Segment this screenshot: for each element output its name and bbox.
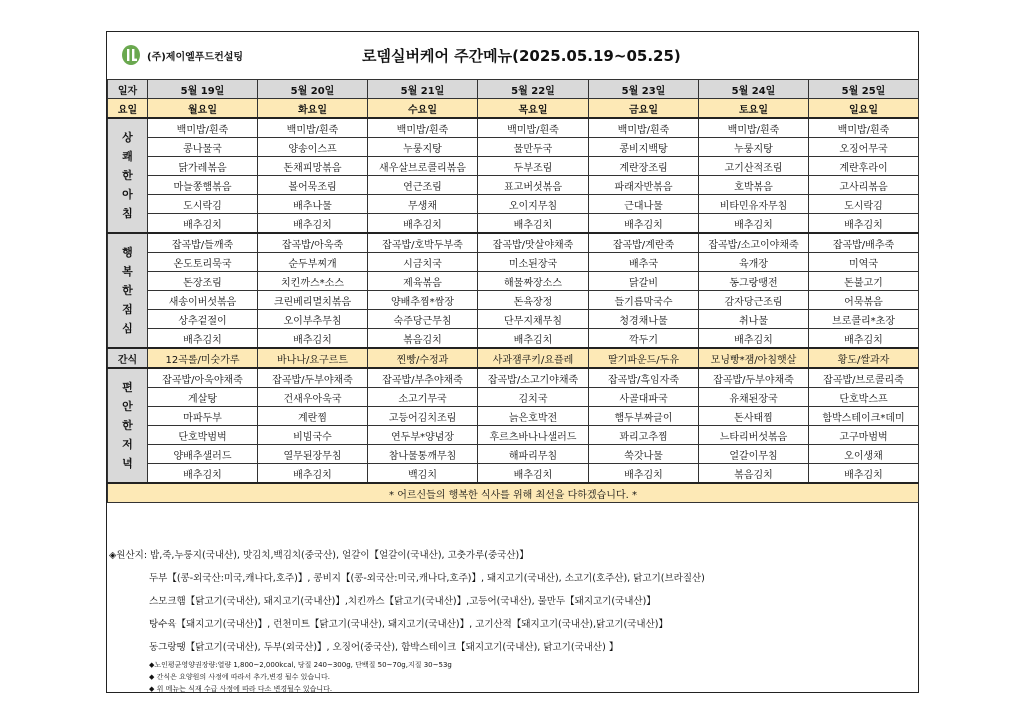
- menu-item: 닭가레볶음: [148, 157, 258, 176]
- notice-text: * 어르신들의 행복한 식사를 위해 최선을 다하겠습니다. *: [108, 483, 919, 503]
- origin-info: [107, 542, 918, 692]
- menu-item: 배추김치: [478, 214, 589, 234]
- menu-row: [108, 407, 919, 426]
- meal-name: 상쾌한아침: [122, 130, 133, 220]
- menu-item: 새우살브로콜리볶음: [368, 157, 478, 176]
- menu-item: 근대나물: [589, 195, 699, 214]
- date-cell: 5월 19일: [148, 80, 258, 99]
- menu-item: 두부조림: [478, 157, 589, 176]
- menu-item: 배추김치: [258, 329, 368, 349]
- menu-item: 계란찜: [258, 407, 368, 426]
- weekday-cell: 목요일: [478, 99, 589, 119]
- menu-item: 배추김치: [589, 214, 699, 234]
- snack-cell: 딸기파운드/두유: [589, 348, 699, 368]
- header: [107, 32, 918, 80]
- menu-row: [108, 233, 919, 253]
- date-cell: 5월 25일: [809, 80, 919, 99]
- weekday-row: [108, 99, 919, 119]
- origin-line: 두부【(콩-외국산:미국,캐나다,호주)】, 콩비지【(콩-외국산:미국,캐나다,호주)】, 돼지고기(국내산), 소고기(호주산), 닭고기(브라질산): [149, 573, 705, 584]
- meal-name: 편안한저녁: [122, 380, 133, 470]
- date-cell: 5월 20일: [258, 80, 368, 99]
- menu-item: 고기산적조림: [699, 157, 809, 176]
- menu-item: 배추김치: [148, 464, 258, 484]
- menu-item: 양배추찜*쌈장: [368, 291, 478, 310]
- date-row: [108, 80, 919, 99]
- menu-table: [107, 79, 919, 503]
- menu-item: 배추김치: [809, 464, 919, 484]
- menu-item: 배추김치: [809, 214, 919, 234]
- origin-line: ◈원산지: 밥,죽,누룽지(국내산), 맛김치,백김치(중국산), 얼갈이【얼갈이(국내산), 고춧가루(중국산)】: [109, 550, 529, 561]
- menu-item: 배추김치: [478, 464, 589, 484]
- menu-item: 잡곡밥/배추죽: [809, 233, 919, 253]
- menu-item: 무생채: [368, 195, 478, 214]
- menu-item: 감자당근조림: [699, 291, 809, 310]
- menu-item: 배추김치: [258, 214, 368, 234]
- menu-item: 볶음김치: [368, 329, 478, 349]
- lunch-label: [108, 233, 148, 348]
- menu-item: 쑥갓나물: [589, 445, 699, 464]
- menu-item: 콩비지백탕: [589, 138, 699, 157]
- menu-item: 시금치국: [368, 253, 478, 272]
- menu-item: 소고기무국: [368, 388, 478, 407]
- menu-item: 마파두부: [148, 407, 258, 426]
- menu-item: 잡곡밥/브로콜리죽: [809, 368, 919, 388]
- menu-item: 도시락김: [809, 195, 919, 214]
- menu-item: 열무된장무침: [258, 445, 368, 464]
- menu-row: [108, 388, 919, 407]
- weekday-cell: 수요일: [368, 99, 478, 119]
- menu-item: 온도토리묵국: [148, 253, 258, 272]
- menu-row: [108, 310, 919, 329]
- menu-item: 잡곡밥/들깨죽: [148, 233, 258, 253]
- menu-row: [108, 329, 919, 349]
- menu-item: 배추김치: [368, 214, 478, 234]
- menu-item: 배추김치: [699, 214, 809, 234]
- menu-item: 미역국: [809, 253, 919, 272]
- page-title: 로뎀실버케어 주간메뉴(2025.05.19~05.25): [362, 47, 681, 65]
- menu-item: 배추김치: [809, 329, 919, 349]
- company-name: (주)제이엘푸드컨설팅: [147, 52, 244, 63]
- menu-item: 단호박스프: [809, 388, 919, 407]
- snack-row: [108, 348, 919, 368]
- menu-item: 비타민유자무침: [699, 195, 809, 214]
- menu-item: 유채된장국: [699, 388, 809, 407]
- menu-item: 배추김치: [589, 464, 699, 484]
- menu-item: 순두부찌개: [258, 253, 368, 272]
- meal-name: 행복한점심: [122, 245, 133, 335]
- menu-sheet: [106, 31, 919, 693]
- menu-item: 배추김치: [478, 329, 589, 349]
- menu-item: 취나물: [699, 310, 809, 329]
- weekday-cell: 월요일: [148, 99, 258, 119]
- menu-item: 잡곡밥/맛살야채죽: [478, 233, 589, 253]
- menu-row: [108, 214, 919, 234]
- menu-item: 배추국: [589, 253, 699, 272]
- menu-item: 잡곡밥/두부야채죽: [699, 368, 809, 388]
- menu-item: 고구마범벅: [809, 426, 919, 445]
- weekday-cell: 화요일: [258, 99, 368, 119]
- menu-item: 해파리무침: [478, 445, 589, 464]
- menu-row: [108, 176, 919, 195]
- menu-item: 호박볶음: [699, 176, 809, 195]
- menu-item: 후르츠바나나샐러드: [478, 426, 589, 445]
- menu-item: 참나물통깨무침: [368, 445, 478, 464]
- date-cell: 5월 23일: [589, 80, 699, 99]
- menu-item: 김치국: [478, 388, 589, 407]
- menu-item: 양배추샐러드: [148, 445, 258, 464]
- menu-item: 햄두부짜글이: [589, 407, 699, 426]
- snack-cell: 바나나/요구르트: [258, 348, 368, 368]
- menu-item: 오징어무국: [809, 138, 919, 157]
- menu-item: 배추김치: [148, 214, 258, 234]
- company-logo-icon: [121, 44, 141, 66]
- menu-item: 해물짜장소스: [478, 272, 589, 291]
- menu-item: 사골대파국: [589, 388, 699, 407]
- menu-row: [108, 291, 919, 310]
- menu-item: 꽈리고추찜: [589, 426, 699, 445]
- weekday-label: 요일: [108, 99, 148, 119]
- origin-line: 탕수육【돼지고기(국내산)】, 런천미트【닭고기(국내산), 돼지고기(국내산)】, 고기산적【돼지고기(국내산),닭고기(국내산)】: [149, 619, 668, 630]
- menu-item: 오이지무침: [478, 195, 589, 214]
- note-line: ◆ 위 메뉴는 식재 수급 사정에 따라 다소 변경될수 있습니다.: [149, 685, 333, 693]
- menu-item: 단호박범벅: [148, 426, 258, 445]
- menu-row: [108, 272, 919, 291]
- menu-item: 배추김치: [148, 329, 258, 349]
- date-label: 일자: [108, 80, 148, 99]
- menu-item: 잡곡밥/계란죽: [589, 233, 699, 253]
- menu-row: [108, 195, 919, 214]
- menu-item: 볶음김치: [699, 464, 809, 484]
- menu-item: 돈육장정: [478, 291, 589, 310]
- menu-item: 미소된장국: [478, 253, 589, 272]
- menu-item: 돈채피망볶음: [258, 157, 368, 176]
- menu-item: 들기름막국수: [589, 291, 699, 310]
- menu-item: 도시락김: [148, 195, 258, 214]
- menu-item: 상추겉절이: [148, 310, 258, 329]
- menu-item: 고등어김치조림: [368, 407, 478, 426]
- menu-item: 돈불고기: [809, 272, 919, 291]
- menu-item: 누룽지탕: [368, 138, 478, 157]
- breakfast-label: [108, 118, 148, 233]
- menu-item: 배추나물: [258, 195, 368, 214]
- menu-item: 함박스테이크*데미: [809, 407, 919, 426]
- origin-line: 스모크햄【닭고기(국내산), 돼지고기(국내산)】,치킨까스【닭고기(국내산)】,고등어(국내산), 물만두【돼지고기(국내산)】: [149, 596, 656, 607]
- notice-row: [108, 483, 919, 503]
- menu-item: 배추김치: [258, 464, 368, 484]
- menu-item: 계란장조림: [589, 157, 699, 176]
- menu-item: 육개장: [699, 253, 809, 272]
- menu-item: 누룽지탕: [699, 138, 809, 157]
- menu-item: 제육볶음: [368, 272, 478, 291]
- menu-item: 백미밥/흰죽: [148, 118, 258, 138]
- menu-item: 단무지채무침: [478, 310, 589, 329]
- menu-item: 얼갈이무침: [699, 445, 809, 464]
- menu-item: 콩나물국: [148, 138, 258, 157]
- menu-item: 볼어묵조림: [258, 176, 368, 195]
- menu-item: 백김치: [368, 464, 478, 484]
- menu-item: 잡곡밥/흑임자죽: [589, 368, 699, 388]
- menu-row: [108, 253, 919, 272]
- menu-item: 잡곡밥/소고이야채죽: [699, 233, 809, 253]
- snack-cell: 황도/쌀과자: [809, 348, 919, 368]
- snack-cell: 사과잼쿠키/요플레: [478, 348, 589, 368]
- menu-item: 동그랑땡전: [699, 272, 809, 291]
- menu-item: 닭갈비: [589, 272, 699, 291]
- menu-item: 건새우아욱국: [258, 388, 368, 407]
- menu-item: 돈장조림: [148, 272, 258, 291]
- menu-item: 잡곡밥/소고기야채죽: [478, 368, 589, 388]
- menu-item: 백미밥/흰죽: [258, 118, 368, 138]
- menu-item: 오이부추무침: [258, 310, 368, 329]
- menu-item: 치킨까스*소스: [258, 272, 368, 291]
- menu-item: 느타리버섯볶음: [699, 426, 809, 445]
- menu-item: 늙은호박전: [478, 407, 589, 426]
- menu-item: 계란후라이: [809, 157, 919, 176]
- menu-row: [108, 426, 919, 445]
- menu-row: [108, 138, 919, 157]
- menu-item: 게살탕: [148, 388, 258, 407]
- menu-item: 오이생채: [809, 445, 919, 464]
- menu-item: 표고버섯볶음: [478, 176, 589, 195]
- menu-item: 마늘쫑햄볶음: [148, 176, 258, 195]
- origin-line: 동그랑땡【닭고기(국내산), 두부(외국산)】, 오징어(중국산), 함박스테이크【돼지고기(국내산), 닭고기(국내산) 】: [149, 642, 619, 653]
- snack-cell: 모닝빵*잼/아침햇살: [699, 348, 809, 368]
- snack-cell: 찐빵/수정과: [368, 348, 478, 368]
- menu-item: 잡곡밥/부추야채죽: [368, 368, 478, 388]
- menu-item: 돈사태찜: [699, 407, 809, 426]
- menu-item: 백미밥/흰죽: [809, 118, 919, 138]
- menu-item: 백미밥/흰죽: [589, 118, 699, 138]
- weekday-cell: 일요일: [809, 99, 919, 119]
- menu-item: 어묵볶음: [809, 291, 919, 310]
- menu-item: 배추김치: [699, 329, 809, 349]
- menu-item: 양송이스프: [258, 138, 368, 157]
- menu-row: [108, 464, 919, 484]
- menu-row: [108, 368, 919, 388]
- date-cell: 5월 21일: [368, 80, 478, 99]
- dinner-label: [108, 368, 148, 483]
- date-cell: 5월 22일: [478, 80, 589, 99]
- snack-cell: 12곡롤/미숫가루: [148, 348, 258, 368]
- menu-item: 고사리볶음: [809, 176, 919, 195]
- menu-item: 잡곡밥/호박두부죽: [368, 233, 478, 253]
- menu-item: 비빔국수: [258, 426, 368, 445]
- menu-item: 새송이버섯볶음: [148, 291, 258, 310]
- note-line: ◆노인평균영양권장량:열량 1,800~2,000kcal, 당질 240~300g, 단백질 50~70g,지질 30~53g: [149, 661, 452, 669]
- menu-item: 깍두기: [589, 329, 699, 349]
- menu-item: 백미밥/흰죽: [478, 118, 589, 138]
- date-cell: 5월 24일: [699, 80, 809, 99]
- menu-item: 크린베리멸치볶음: [258, 291, 368, 310]
- menu-item: 연근조림: [368, 176, 478, 195]
- snack-label: 간식: [108, 348, 148, 368]
- menu-item: 백미밥/흰죽: [368, 118, 478, 138]
- menu-item: 브로콜리*초장: [809, 310, 919, 329]
- menu-row: [108, 157, 919, 176]
- note-line: ◆ 간식은 요양원의 사정에 따라서 추가,변경 될수 있습니다.: [149, 673, 330, 681]
- menu-item: 청경채나물: [589, 310, 699, 329]
- menu-item: 백미밥/흰죽: [699, 118, 809, 138]
- menu-item: 물만두국: [478, 138, 589, 157]
- menu-row: [108, 445, 919, 464]
- menu-item: 숙주당근무침: [368, 310, 478, 329]
- menu-item: 잡곡밥/아욱야채죽: [148, 368, 258, 388]
- menu-row: [108, 118, 919, 138]
- weekday-cell: 금요일: [589, 99, 699, 119]
- menu-item: 잡곡밥/아욱죽: [258, 233, 368, 253]
- menu-item: 연두부*양념장: [368, 426, 478, 445]
- menu-item: 파래자반볶음: [589, 176, 699, 195]
- weekday-cell: 토요일: [699, 99, 809, 119]
- menu-item: 잡곡밥/두부야채죽: [258, 368, 368, 388]
